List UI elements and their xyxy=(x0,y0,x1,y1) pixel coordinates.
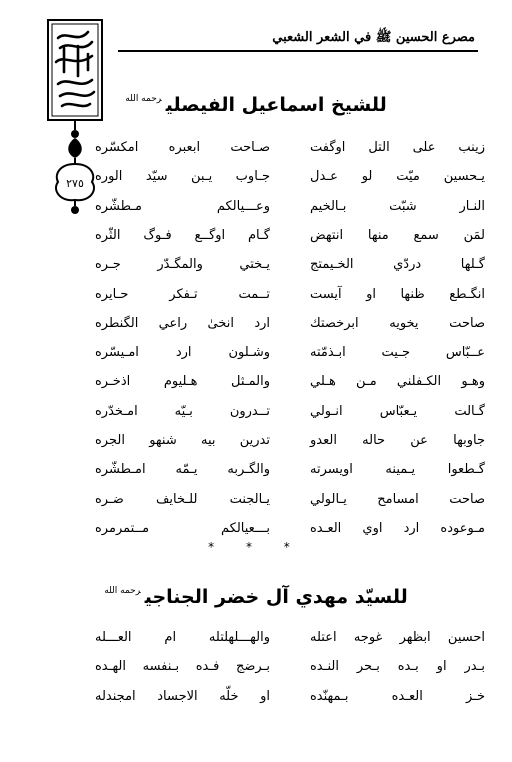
verse-first-hemistich: گـلها دردّي الخـيمتج xyxy=(310,257,485,273)
poem-title-text: للسيّد مهدي آل خضر الجناجي xyxy=(144,586,408,608)
verse-second-hemistich: وشـلون ارد امـيسّره xyxy=(95,345,270,361)
verse-second-hemistich: صـاحت ابعبره امكسّره xyxy=(95,140,270,155)
verse-second-hemistich: بـرضج فـده بـنفسه الهـده xyxy=(95,659,270,675)
verse-second-hemistich: تــدرون بـيّه امـخدّره xyxy=(95,403,270,419)
verse-first-hemistich: گـالت يـعبّاس انـولي xyxy=(310,403,485,419)
verse-second-hemistich: والهـــلهلتله ام العـــله xyxy=(95,630,270,645)
verse-row xyxy=(95,460,485,480)
verse-first-hemistich: مـوعوده ارد اوي العـده xyxy=(310,520,485,536)
header-rule xyxy=(118,50,478,52)
honorific: رحمه الله xyxy=(104,586,141,596)
verse-first-hemistich: وهـو الكـفلني مـن هـلي xyxy=(310,374,485,390)
verse-first-hemistich: احسين ابظهر غوجه اعتله xyxy=(310,630,485,645)
poem-title-text: للشيخ اسماعيل الفيصلي xyxy=(165,94,387,116)
page-number: ٢٧٥ xyxy=(66,177,84,190)
verse-second-hemistich: والمـثل هـليوم اذخـره xyxy=(95,374,270,390)
verse-row xyxy=(95,490,485,510)
verse-first-hemistich: انگـطع ظنها او آيست xyxy=(310,286,485,302)
verse-second-hemistich: يـختي والمگـدّر جـره xyxy=(95,257,270,273)
verse-first-hemistich: خـز العـده بـمهنّده xyxy=(310,688,485,704)
verse-row xyxy=(95,138,485,158)
verse-second-hemistich: ارد انخىٰ راعي الگنطره xyxy=(95,315,270,331)
verse-second-hemistich: تدرين بيه شنهو الجره xyxy=(95,433,270,448)
verse-row xyxy=(95,285,485,305)
honorific: رحمه الله xyxy=(125,94,162,104)
running-title: مصرع الحسين ﷺ في الشعر الشعبي xyxy=(272,30,475,45)
section-separator: * * * xyxy=(208,540,304,554)
verse-first-hemistich: لمَن سمع منها انتهض xyxy=(310,227,485,243)
verse-row xyxy=(95,628,485,648)
verse-second-hemistich: گـام اوگــع فـوگ الثّره xyxy=(95,227,270,243)
verse-second-hemistich: او خلّه الاجساد امجندله xyxy=(95,688,270,704)
verse-row xyxy=(95,343,485,363)
verse-second-hemistich: يـالجنت للـخايف ضـره xyxy=(95,491,270,507)
verse-first-hemistich: جاوبها عن حاله العدو xyxy=(310,433,485,448)
verse-second-hemistich: وعـــيالكم مـطشّره xyxy=(95,198,270,214)
verse-row xyxy=(95,255,485,275)
verse-row xyxy=(95,519,485,539)
poem-title xyxy=(0,586,512,608)
verse-first-hemistich: گـطعوا يـمينه اويسرته xyxy=(310,462,485,478)
poem-title xyxy=(0,94,512,116)
verse-first-hemistich: بـدر او بـده بـحر النـده xyxy=(310,659,485,675)
verse-second-hemistich: والگـربه يـمّه امـطشّره xyxy=(95,462,270,478)
verse-row xyxy=(95,167,485,187)
verse-row xyxy=(95,402,485,422)
verse-first-hemistich: النـار شبّت بـالخيم xyxy=(310,198,485,214)
verse-second-hemistich: بـــعيالكم مــتمرمره xyxy=(95,520,270,536)
verse-second-hemistich: تــمت تـفكر حـايره xyxy=(95,286,270,302)
verse-first-hemistich: زينب على التل اوگفت xyxy=(310,140,485,155)
verse-second-hemistich: جـاوب يـبن سيّد الوره xyxy=(95,169,270,185)
verse-row xyxy=(95,431,485,451)
verse-row xyxy=(95,197,485,217)
verse-row xyxy=(95,687,485,707)
running-header xyxy=(118,28,478,54)
verse-first-hemistich: يـحسين ميّت لو عـدل xyxy=(310,169,485,185)
verse-row xyxy=(95,314,485,334)
verse-first-hemistich: صاحت يخويه ابرخصتك xyxy=(310,315,485,331)
verse-first-hemistich: عــبّاس جـيت ابـذمّته xyxy=(310,345,485,361)
verse-row xyxy=(95,657,485,677)
verse-first-hemistich: صاحت امسامح يـالولي xyxy=(310,491,485,507)
verse-row xyxy=(95,372,485,392)
verse-row xyxy=(95,226,485,246)
